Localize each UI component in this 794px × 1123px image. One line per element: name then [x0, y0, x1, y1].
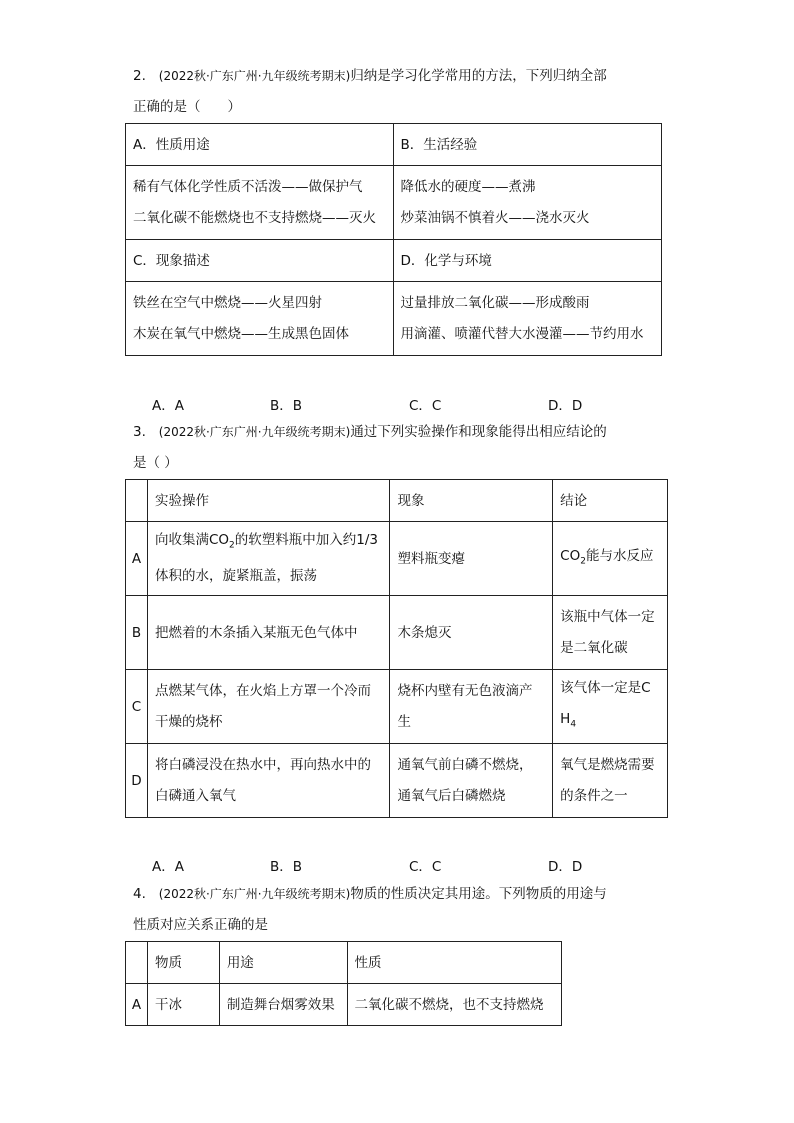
question-number: 3.: [133, 424, 146, 440]
stem-text-2: 正确的是（ ）: [133, 99, 241, 115]
table-row: [126, 984, 562, 1026]
row-label: A: [126, 522, 148, 596]
question-4-table: [125, 941, 562, 1026]
use-cell: 制造舞台烟雾效果: [219, 984, 347, 1026]
header-property: 性质: [347, 942, 562, 984]
option-d[interactable]: D．D: [548, 859, 583, 875]
operation-cell: 点燃某气体，在火焰上方罩一个冷而 干燥的烧杯: [147, 670, 390, 744]
cell-a-header: A．性质用途: [126, 124, 394, 166]
cell-d-content: 过量排放二氧化碳——形成酸雨 用滴灌、喷灌代替大水漫灌——节约用水: [393, 282, 662, 356]
header-substance: 物质: [147, 942, 219, 984]
question-source: (2022秋·广东广州·九年级统考期末): [158, 69, 351, 83]
cell-b-content: 降低水的硬度——煮沸 炒菜油锅不慎着火——浇水灭火: [393, 166, 662, 240]
cell-c-header: C．现象描述: [126, 240, 394, 282]
phenomenon-cell: 塑料瓶变瘪: [390, 522, 553, 596]
row-label: D: [126, 744, 148, 818]
conclusion-cell: 氧气是燃烧需要 的条件之一: [553, 744, 668, 818]
operation-cell: 向收集满$CO_2$的软塑料瓶中加入约1/3 体积的水，旋紧瓶盖，振荡: [147, 522, 390, 596]
question-2-table: [125, 123, 662, 356]
cell-a-content: 稀有气体化学性质不活泼——做保护气 二氧化碳不能燃烧也不支持燃烧——灭火: [126, 166, 394, 240]
stem-text-2: 性质对应关系正确的是: [133, 917, 268, 933]
substance-cell: 干冰: [147, 984, 219, 1026]
header-use: 用途: [219, 942, 347, 984]
row-label: B: [126, 596, 148, 670]
table-row: [126, 596, 668, 670]
phenomenon-cell: 通氧气前白磷不燃烧， 通氧气后白磷燃烧: [390, 744, 553, 818]
question-number: 2.: [133, 68, 146, 84]
row-label: A: [126, 984, 148, 1026]
header-phenomenon: 现象: [390, 480, 553, 522]
option-b[interactable]: B．B: [270, 859, 303, 875]
operation-cell: 将白磷浸没在热水中，再向热水中的 白磷通入氧气: [147, 744, 390, 818]
phenomenon-cell: 木条熄灭: [390, 596, 553, 670]
operation-cell: 把燃着的木条插入某瓶无色气体中: [147, 596, 390, 670]
stem-text: 物质的性质决定其用途。下列物质的用途与: [350, 886, 607, 902]
option-b[interactable]: B．B: [270, 398, 303, 414]
option-d[interactable]: D．D: [548, 398, 583, 414]
conclusion-cell: $CO_2$能与水反应: [553, 522, 668, 596]
cell-b-header: B．生活经验: [393, 124, 662, 166]
stem-text: 通过下列实验操作和现象能得出相应结论的: [350, 424, 607, 440]
table-row: [126, 522, 668, 596]
property-cell: 二氧化碳不燃烧，也不支持燃烧: [347, 984, 562, 1026]
question-3-stem: [133, 423, 607, 473]
option-c[interactable]: C．C: [409, 398, 442, 414]
cell-d-header: D．化学与环境: [393, 240, 662, 282]
header-operation: 实验操作: [147, 480, 390, 522]
header-blank: [126, 480, 148, 522]
stem-text-2: 是（ ）: [133, 455, 178, 471]
table-row: [126, 670, 668, 744]
header-blank: [126, 942, 148, 984]
header-conclusion: 结论: [553, 480, 668, 522]
row-label: C: [126, 670, 148, 744]
option-c[interactable]: C．C: [409, 859, 442, 875]
question-source: (2022秋·广东广州·九年级统考期末): [158, 425, 351, 439]
question-3-table: [125, 479, 668, 818]
conclusion-cell: 该瓶中气体一定 是二氧化碳: [553, 596, 668, 670]
stem-text: 归纳是学习化学常用的方法，下列归纳全部: [350, 68, 607, 84]
option-a[interactable]: A．A: [152, 859, 184, 875]
question-4-stem: [133, 885, 607, 935]
question-number: 4.: [133, 886, 146, 902]
conclusion-cell: 该气体一定是C $H_4$: [553, 670, 668, 744]
question-2-stem: [133, 67, 607, 117]
cell-c-content: 铁丝在空气中燃烧——火星四射 木炭在氧气中燃烧——生成黑色固体: [126, 282, 394, 356]
phenomenon-cell: 烧杯内壁有无色液滴产 生: [390, 670, 553, 744]
question-source: (2022秋·广东广州·九年级统考期末): [158, 887, 351, 901]
table-row: [126, 744, 668, 818]
option-a[interactable]: A．A: [152, 398, 184, 414]
